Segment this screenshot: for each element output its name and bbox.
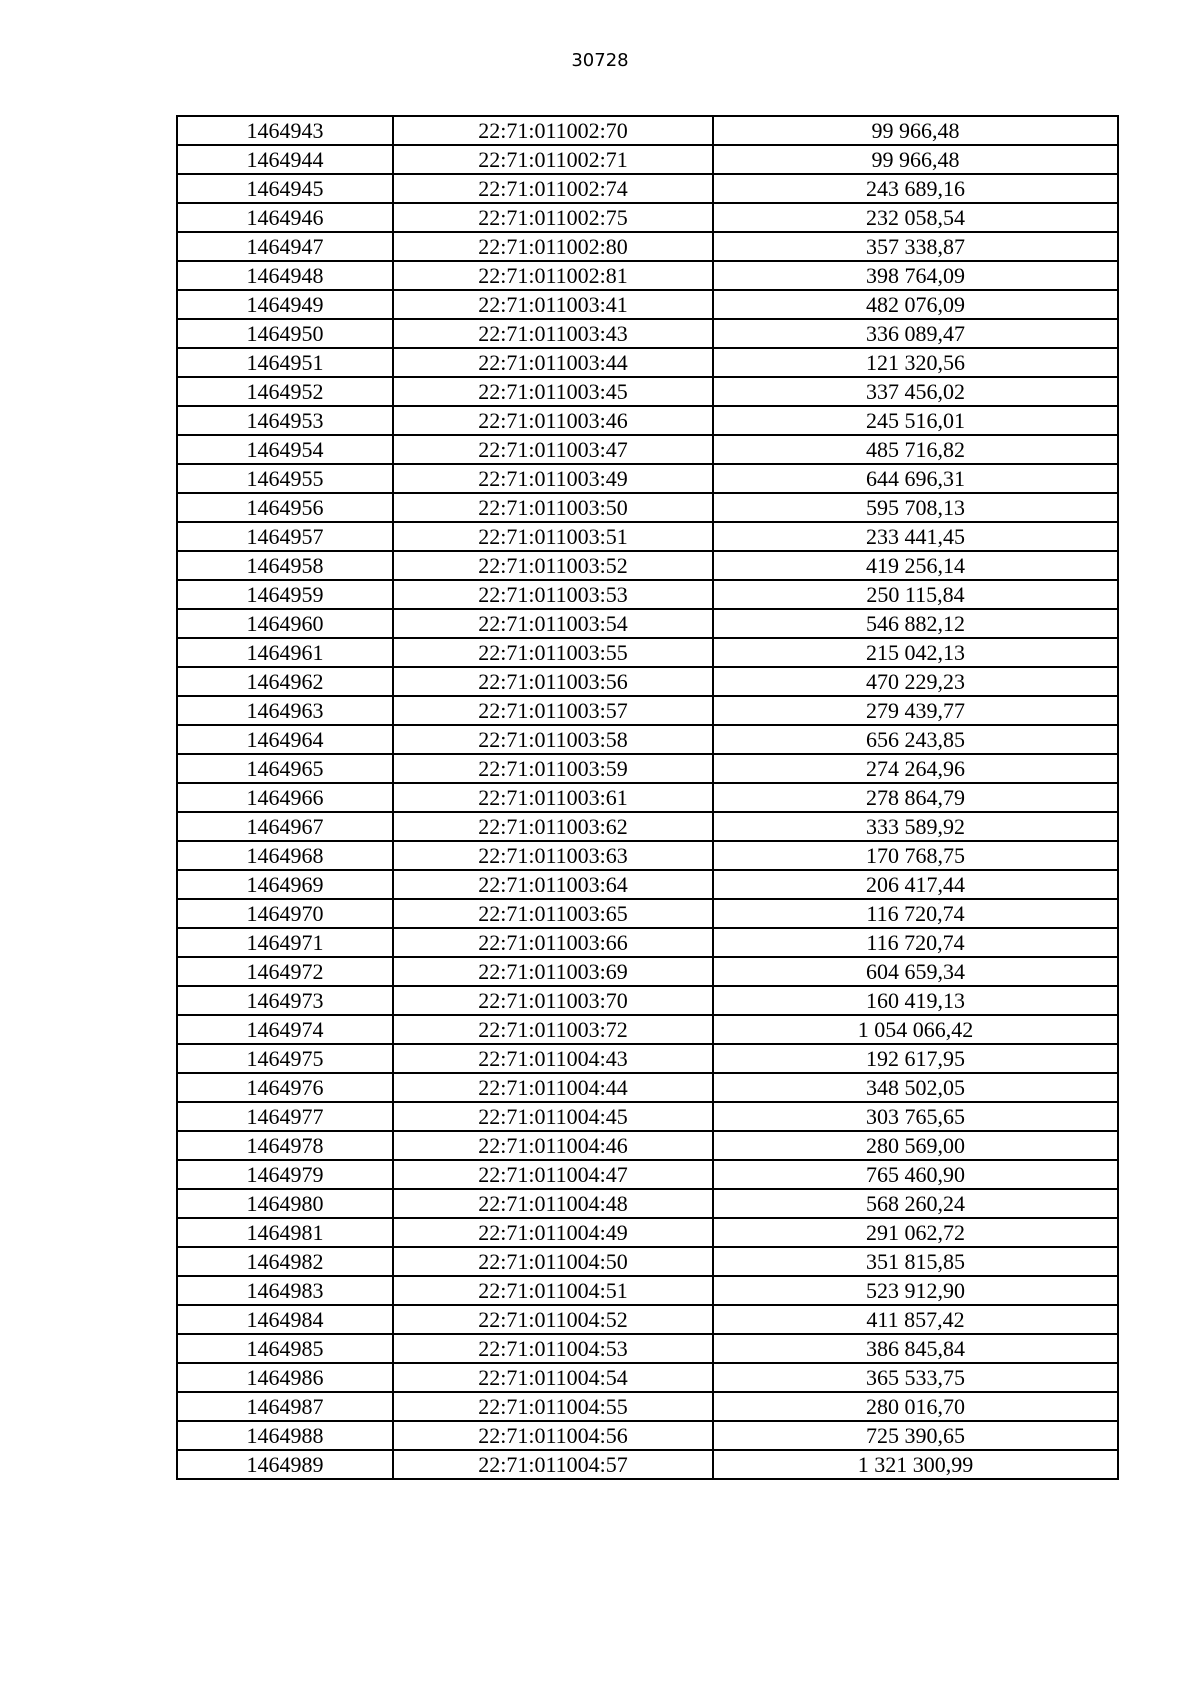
table-row [177, 725, 1118, 754]
cadastral-value-cell: 386 845,84 [713, 1334, 1118, 1363]
table-row [177, 870, 1118, 899]
record-number-cell: 1464948 [177, 261, 393, 290]
record-number-cell: 1464954 [177, 435, 393, 464]
record-number-cell: 1464946 [177, 203, 393, 232]
record-number-cell: 1464975 [177, 1044, 393, 1073]
record-number-cell: 1464980 [177, 1189, 393, 1218]
cadastral-value-cell: 411 857,42 [713, 1305, 1118, 1334]
record-number-cell: 1464957 [177, 522, 393, 551]
cadastral-value-cell: 595 708,13 [713, 493, 1118, 522]
cadastral-number-cell: 22:71:011004:54 [393, 1363, 713, 1392]
record-number-cell: 1464972 [177, 957, 393, 986]
cadastral-value-cell: 1 321 300,99 [713, 1450, 1118, 1479]
cadastral-value-cell: 419 256,14 [713, 551, 1118, 580]
table-row [177, 812, 1118, 841]
cadastral-value-cell: 336 089,47 [713, 319, 1118, 348]
table-row [177, 696, 1118, 725]
record-number-cell: 1464953 [177, 406, 393, 435]
table-row [177, 1015, 1118, 1044]
table-row [177, 667, 1118, 696]
table-row [177, 1247, 1118, 1276]
cadastral-number-cell: 22:71:011004:43 [393, 1044, 713, 1073]
record-number-cell: 1464950 [177, 319, 393, 348]
table-row [177, 203, 1118, 232]
cadastral-value-cell: 232 058,54 [713, 203, 1118, 232]
record-number-cell: 1464949 [177, 290, 393, 319]
table-row [177, 116, 1118, 145]
cadastral-value-cell: 1 054 066,42 [713, 1015, 1118, 1044]
table-body [177, 116, 1118, 1479]
cadastral-number-cell: 22:71:011003:44 [393, 348, 713, 377]
cadastral-value-cell: 656 243,85 [713, 725, 1118, 754]
cadastral-number-cell: 22:71:011003:63 [393, 841, 713, 870]
record-number-cell: 1464989 [177, 1450, 393, 1479]
table-row [177, 290, 1118, 319]
table-row [177, 1363, 1118, 1392]
cadastral-value-cell: 482 076,09 [713, 290, 1118, 319]
cadastral-value-cell: 470 229,23 [713, 667, 1118, 696]
table-row [177, 1334, 1118, 1363]
page-number: 30728 [571, 50, 629, 71]
cadastral-value-cell: 365 533,75 [713, 1363, 1118, 1392]
record-number-cell: 1464951 [177, 348, 393, 377]
cadastral-number-cell: 22:71:011003:51 [393, 522, 713, 551]
record-number-cell: 1464978 [177, 1131, 393, 1160]
table-row [177, 841, 1118, 870]
record-number-cell: 1464971 [177, 928, 393, 957]
record-number-cell: 1464982 [177, 1247, 393, 1276]
cadastral-number-cell: 22:71:011003:72 [393, 1015, 713, 1044]
cadastral-value-cell: 274 264,96 [713, 754, 1118, 783]
record-number-cell: 1464976 [177, 1073, 393, 1102]
cadastral-value-cell: 116 720,74 [713, 928, 1118, 957]
table-row [177, 464, 1118, 493]
cadastral-value-cell: 243 689,16 [713, 174, 1118, 203]
cadastral-value-cell: 644 696,31 [713, 464, 1118, 493]
table-row [177, 957, 1118, 986]
cadastral-number-cell: 22:71:011003:55 [393, 638, 713, 667]
record-number-cell: 1464967 [177, 812, 393, 841]
table-row [177, 899, 1118, 928]
cadastral-number-cell: 22:71:011003:46 [393, 406, 713, 435]
table-row [177, 232, 1118, 261]
cadastral-number-cell: 22:71:011003:62 [393, 812, 713, 841]
cadastral-number-cell: 22:71:011003:61 [393, 783, 713, 812]
cadastral-value-cell: 398 764,09 [713, 261, 1118, 290]
cadastral-value-cell: 303 765,65 [713, 1102, 1118, 1131]
table-row [177, 1421, 1118, 1450]
cadastral-value-cell: 357 338,87 [713, 232, 1118, 261]
cadastral-number-cell: 22:71:011004:50 [393, 1247, 713, 1276]
record-number-cell: 1464977 [177, 1102, 393, 1131]
table-row [177, 348, 1118, 377]
record-number-cell: 1464985 [177, 1334, 393, 1363]
table-row [177, 1073, 1118, 1102]
record-number-cell: 1464952 [177, 377, 393, 406]
cadastral-value-cell: 192 617,95 [713, 1044, 1118, 1073]
cadastral-number-cell: 22:71:011003:58 [393, 725, 713, 754]
record-number-cell: 1464964 [177, 725, 393, 754]
cadastral-value-cell: 278 864,79 [713, 783, 1118, 812]
record-number-cell: 1464958 [177, 551, 393, 580]
cadastral-value-cell: 546 882,12 [713, 609, 1118, 638]
cadastral-value-cell: 279 439,77 [713, 696, 1118, 725]
cadastral-value-cell: 170 768,75 [713, 841, 1118, 870]
table-row [177, 406, 1118, 435]
table-row [177, 1189, 1118, 1218]
cadastral-value-table [176, 115, 1119, 1480]
record-number-cell: 1464970 [177, 899, 393, 928]
cadastral-value-cell: 116 720,74 [713, 899, 1118, 928]
cadastral-number-cell: 22:71:011004:53 [393, 1334, 713, 1363]
record-number-cell: 1464960 [177, 609, 393, 638]
cadastral-value-cell: 485 716,82 [713, 435, 1118, 464]
cadastral-number-cell: 22:71:011002:81 [393, 261, 713, 290]
cadastral-value-cell: 245 516,01 [713, 406, 1118, 435]
cadastral-number-cell: 22:71:011004:52 [393, 1305, 713, 1334]
cadastral-value-cell: 765 460,90 [713, 1160, 1118, 1189]
record-number-cell: 1464965 [177, 754, 393, 783]
record-number-cell: 1464979 [177, 1160, 393, 1189]
record-number-cell: 1464944 [177, 145, 393, 174]
record-number-cell: 1464983 [177, 1276, 393, 1305]
cadastral-number-cell: 22:71:011003:54 [393, 609, 713, 638]
cadastral-number-cell: 22:71:011002:80 [393, 232, 713, 261]
cadastral-value-cell: 206 417,44 [713, 870, 1118, 899]
cadastral-number-cell: 22:71:011003:57 [393, 696, 713, 725]
cadastral-number-cell: 22:71:011004:46 [393, 1131, 713, 1160]
cadastral-number-cell: 22:71:011003:52 [393, 551, 713, 580]
table-row [177, 435, 1118, 464]
cadastral-number-cell: 22:71:011002:70 [393, 116, 713, 145]
cadastral-number-cell: 22:71:011003:49 [393, 464, 713, 493]
cadastral-value-cell: 99 966,48 [713, 145, 1118, 174]
record-number-cell: 1464984 [177, 1305, 393, 1334]
record-number-cell: 1464973 [177, 986, 393, 1015]
record-number-cell: 1464988 [177, 1421, 393, 1450]
cadastral-number-cell: 22:71:011004:51 [393, 1276, 713, 1305]
cadastral-value-cell: 280 016,70 [713, 1392, 1118, 1421]
cadastral-number-cell: 22:71:011003:53 [393, 580, 713, 609]
cadastral-number-cell: 22:71:011004:45 [393, 1102, 713, 1131]
record-number-cell: 1464962 [177, 667, 393, 696]
cadastral-value-cell: 348 502,05 [713, 1073, 1118, 1102]
table-row [177, 261, 1118, 290]
cadastral-value-cell: 215 042,13 [713, 638, 1118, 667]
record-number-cell: 1464945 [177, 174, 393, 203]
cadastral-number-cell: 22:71:011004:44 [393, 1073, 713, 1102]
cadastral-number-cell: 22:71:011002:75 [393, 203, 713, 232]
record-number-cell: 1464943 [177, 116, 393, 145]
cadastral-number-cell: 22:71:011004:56 [393, 1421, 713, 1450]
cadastral-number-cell: 22:71:011003:69 [393, 957, 713, 986]
cadastral-value-cell: 280 569,00 [713, 1131, 1118, 1160]
table-row [177, 1392, 1118, 1421]
cadastral-value-cell: 121 320,56 [713, 348, 1118, 377]
cadastral-value-cell: 99 966,48 [713, 116, 1118, 145]
cadastral-number-cell: 22:71:011003:47 [393, 435, 713, 464]
cadastral-number-cell: 22:71:011004:48 [393, 1189, 713, 1218]
cadastral-number-cell: 22:71:011003:66 [393, 928, 713, 957]
cadastral-value-cell: 568 260,24 [713, 1189, 1118, 1218]
table-row [177, 783, 1118, 812]
record-number-cell: 1464966 [177, 783, 393, 812]
cadastral-number-cell: 22:71:011003:43 [393, 319, 713, 348]
table-row [177, 551, 1118, 580]
record-number-cell: 1464961 [177, 638, 393, 667]
table-row [177, 1276, 1118, 1305]
record-number-cell: 1464955 [177, 464, 393, 493]
cadastral-number-cell: 22:71:011003:65 [393, 899, 713, 928]
cadastral-number-cell: 22:71:011004:57 [393, 1450, 713, 1479]
table-row [177, 493, 1118, 522]
record-number-cell: 1464959 [177, 580, 393, 609]
cadastral-value-cell: 291 062,72 [713, 1218, 1118, 1247]
table-row [177, 377, 1118, 406]
cadastral-number-cell: 22:71:011002:74 [393, 174, 713, 203]
table-row [177, 145, 1118, 174]
cadastral-value-cell: 233 441,45 [713, 522, 1118, 551]
cadastral-number-cell: 22:71:011003:41 [393, 290, 713, 319]
cadastral-number-cell: 22:71:011003:56 [393, 667, 713, 696]
table-row [177, 1450, 1118, 1479]
cadastral-number-cell: 22:71:011003:59 [393, 754, 713, 783]
table-row [177, 1102, 1118, 1131]
record-number-cell: 1464981 [177, 1218, 393, 1247]
table-row [177, 638, 1118, 667]
cadastral-value-cell: 160 419,13 [713, 986, 1118, 1015]
cadastral-number-cell: 22:71:011003:50 [393, 493, 713, 522]
record-number-cell: 1464963 [177, 696, 393, 725]
cadastral-number-cell: 22:71:011004:49 [393, 1218, 713, 1247]
cadastral-value-cell: 523 912,90 [713, 1276, 1118, 1305]
record-number-cell: 1464969 [177, 870, 393, 899]
cadastral-number-cell: 22:71:011003:70 [393, 986, 713, 1015]
table-row [177, 928, 1118, 957]
table-row [177, 1044, 1118, 1073]
record-number-cell: 1464974 [177, 1015, 393, 1044]
record-number-cell: 1464968 [177, 841, 393, 870]
cadastral-value-cell: 604 659,34 [713, 957, 1118, 986]
record-number-cell: 1464947 [177, 232, 393, 261]
cadastral-value-cell: 250 115,84 [713, 580, 1118, 609]
cadastral-number-cell: 22:71:011004:47 [393, 1160, 713, 1189]
table-row [177, 754, 1118, 783]
table-row [177, 174, 1118, 203]
cadastral-number-cell: 22:71:011004:55 [393, 1392, 713, 1421]
cadastral-value-cell: 725 390,65 [713, 1421, 1118, 1450]
table-row [177, 1160, 1118, 1189]
table-row [177, 319, 1118, 348]
cadastral-value-cell: 337 456,02 [713, 377, 1118, 406]
table-row [177, 1305, 1118, 1334]
cadastral-value-cell: 333 589,92 [713, 812, 1118, 841]
cadastral-value-cell: 351 815,85 [713, 1247, 1118, 1276]
table-row [177, 609, 1118, 638]
record-number-cell: 1464987 [177, 1392, 393, 1421]
table-row [177, 522, 1118, 551]
record-number-cell: 1464956 [177, 493, 393, 522]
table-row [177, 986, 1118, 1015]
cadastral-number-cell: 22:71:011003:64 [393, 870, 713, 899]
table-row [177, 1218, 1118, 1247]
cadastral-number-cell: 22:71:011002:71 [393, 145, 713, 174]
cadastral-number-cell: 22:71:011003:45 [393, 377, 713, 406]
table-row [177, 1131, 1118, 1160]
table-row [177, 580, 1118, 609]
record-number-cell: 1464986 [177, 1363, 393, 1392]
